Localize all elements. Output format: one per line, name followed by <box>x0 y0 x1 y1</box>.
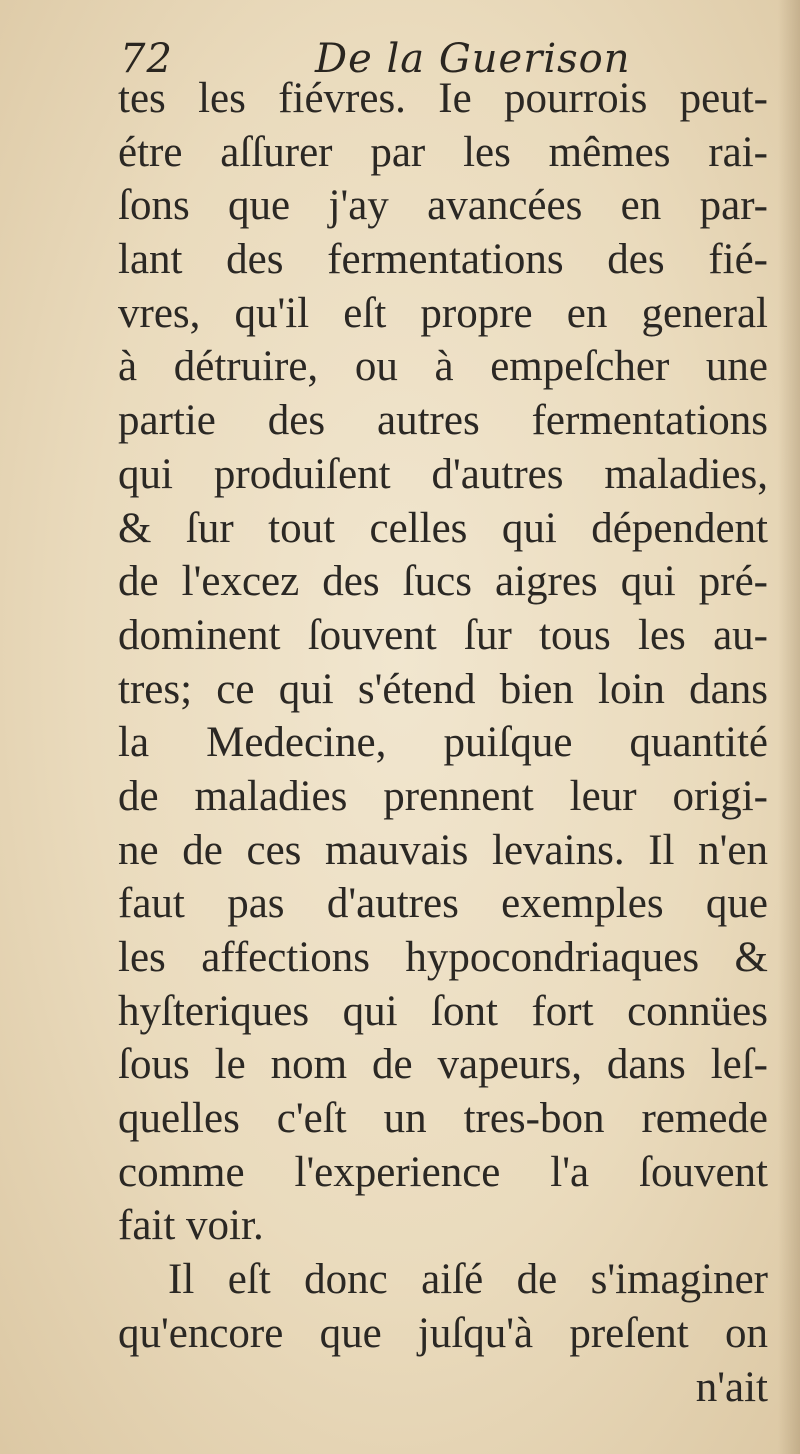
running-title: De la Guerison <box>315 36 631 82</box>
text-line: tes les fiévres. Ie pourrois peut- <box>118 75 768 122</box>
catchword: n'ait <box>695 1363 768 1411</box>
text-line: faut pas d'autres exemples que <box>118 880 768 928</box>
page-edge-shadow <box>778 0 800 1454</box>
text-line: étre aſſurer par les mêmes rai- <box>118 128 768 176</box>
text-line: vres, qu'il eſt propre en general <box>118 289 768 337</box>
text-line: ſous le nom de vapeurs, dans leſ- <box>118 1041 768 1089</box>
page-number: 72 <box>120 36 173 82</box>
text-line: qui produiſent d'autres maladies, <box>118 450 768 498</box>
text-line: les affections hypocondriaques & <box>118 934 768 981</box>
text-line: comme l'experience l'a ſouvent <box>118 1148 768 1196</box>
text-line: dominent ſouvent ſur tous les au- <box>118 611 768 659</box>
text-line: de maladies prennent leur origi- <box>118 772 768 820</box>
text-line: à détruire, ou à empeſcher une <box>118 343 768 391</box>
text-line: hyſteriques qui ſont fort connües <box>118 987 768 1035</box>
text-line: ſons que j'ay avancées en par- <box>118 182 768 230</box>
text-line: tres; ce qui s'étend bien loin dans <box>118 665 768 713</box>
text-line: qu'encore que juſqu'à preſent on <box>118 1309 768 1357</box>
text-line: fait voir. <box>118 1202 264 1250</box>
text-line: lant des fermentations des fié- <box>118 236 768 284</box>
body-text <box>118 72 768 1414</box>
text-line: Il eſt donc aiſé de s'imaginer <box>168 1256 768 1304</box>
text-line: ne de ces mauvais levains. Il n'en <box>118 826 768 874</box>
text-line: partie des autres fermentations <box>118 397 768 445</box>
text-line: quelles c'eſt un tres-bon remede <box>118 1095 768 1143</box>
text-line: & ſur tout celles qui dépendent <box>118 504 768 552</box>
text-line: la Medecine, puiſque quantité <box>118 719 768 767</box>
text-line: de l'excez des ſucs aigres qui pré- <box>118 558 768 606</box>
